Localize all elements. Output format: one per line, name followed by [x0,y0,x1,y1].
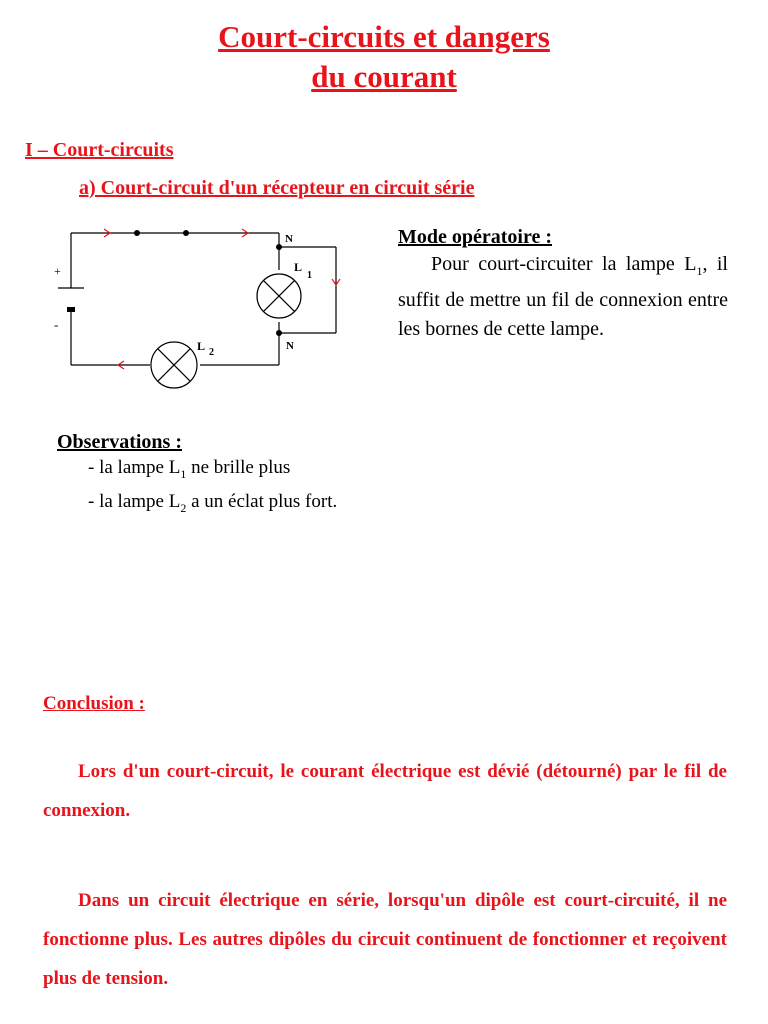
conclusion-paragraph-2-text: Dans un circuit électrique en série, lorsqu'un dipôle est court-circuité, il ne fonctionne plus. Les autres dipôles du circuit continuent de fonctionner et reçoivent plus de tension. [43,890,727,989]
observation-item-2-subscript: 2 [180,500,187,515]
observation-item-2-rest: a un éclat plus fort. [186,491,338,512]
node-dot-top [276,244,282,250]
battery-symbol [58,288,84,312]
observation-item-2-text: - la lampe L [88,491,181,512]
junction-dot [183,230,189,236]
conclusion-paragraph-1 [43,752,727,830]
conclusion-paragraph-2 [43,881,727,998]
mode-operatoire-title: Mode opératoire : [398,226,553,248]
mode-text-part2: , il suffit de mettre un fil de connexion entre les bornes de cette lampe. [398,253,728,340]
mode-text-subscript: 1 [696,264,703,278]
mode-text-part1: Pour court-circuiter la lampe L [431,253,697,275]
mode-operatoire-text [398,250,728,344]
observation-item-1-rest: ne brille plus [186,457,291,478]
page-title-line-1: Court-circuits et dangers [218,19,550,54]
section-heading: I – Court-circuits [25,139,174,161]
node-dot-bottom [276,330,282,336]
observation-item-2 [88,491,337,516]
battery-plus-label: + [54,264,61,278]
page-title-line-2: du courant [311,59,457,94]
conclusion-title: Conclusion : [43,693,145,714]
lamp-l1-subscript: 1 [307,270,312,281]
observation-item-1-text: - la lampe L [88,457,181,478]
battery-minus-label: - [54,317,59,332]
subsection-heading: a) Court-circuit d'un récepteur en circuit série [79,177,475,199]
lamp-l1-label: L [294,260,303,274]
observation-item-1-subscript: 1 [180,466,187,481]
lamp-l1-symbol [257,274,301,318]
junction-dot [134,230,140,236]
observations-title: Observations : [57,431,182,453]
node-top-label: N [285,233,293,245]
observation-item-1 [88,457,290,482]
lamp-l2-symbol [151,342,197,388]
node-bottom-label: N [286,340,294,352]
lamp-l2-subscript: 2 [209,347,214,358]
lamp-l2-label: L [197,339,206,353]
circuit-diagram [40,220,360,390]
conclusion-paragraph-1-text: Lors d'un court-circuit, le courant électrique est dévié (détourné) par le fil de connexion. [43,761,727,821]
